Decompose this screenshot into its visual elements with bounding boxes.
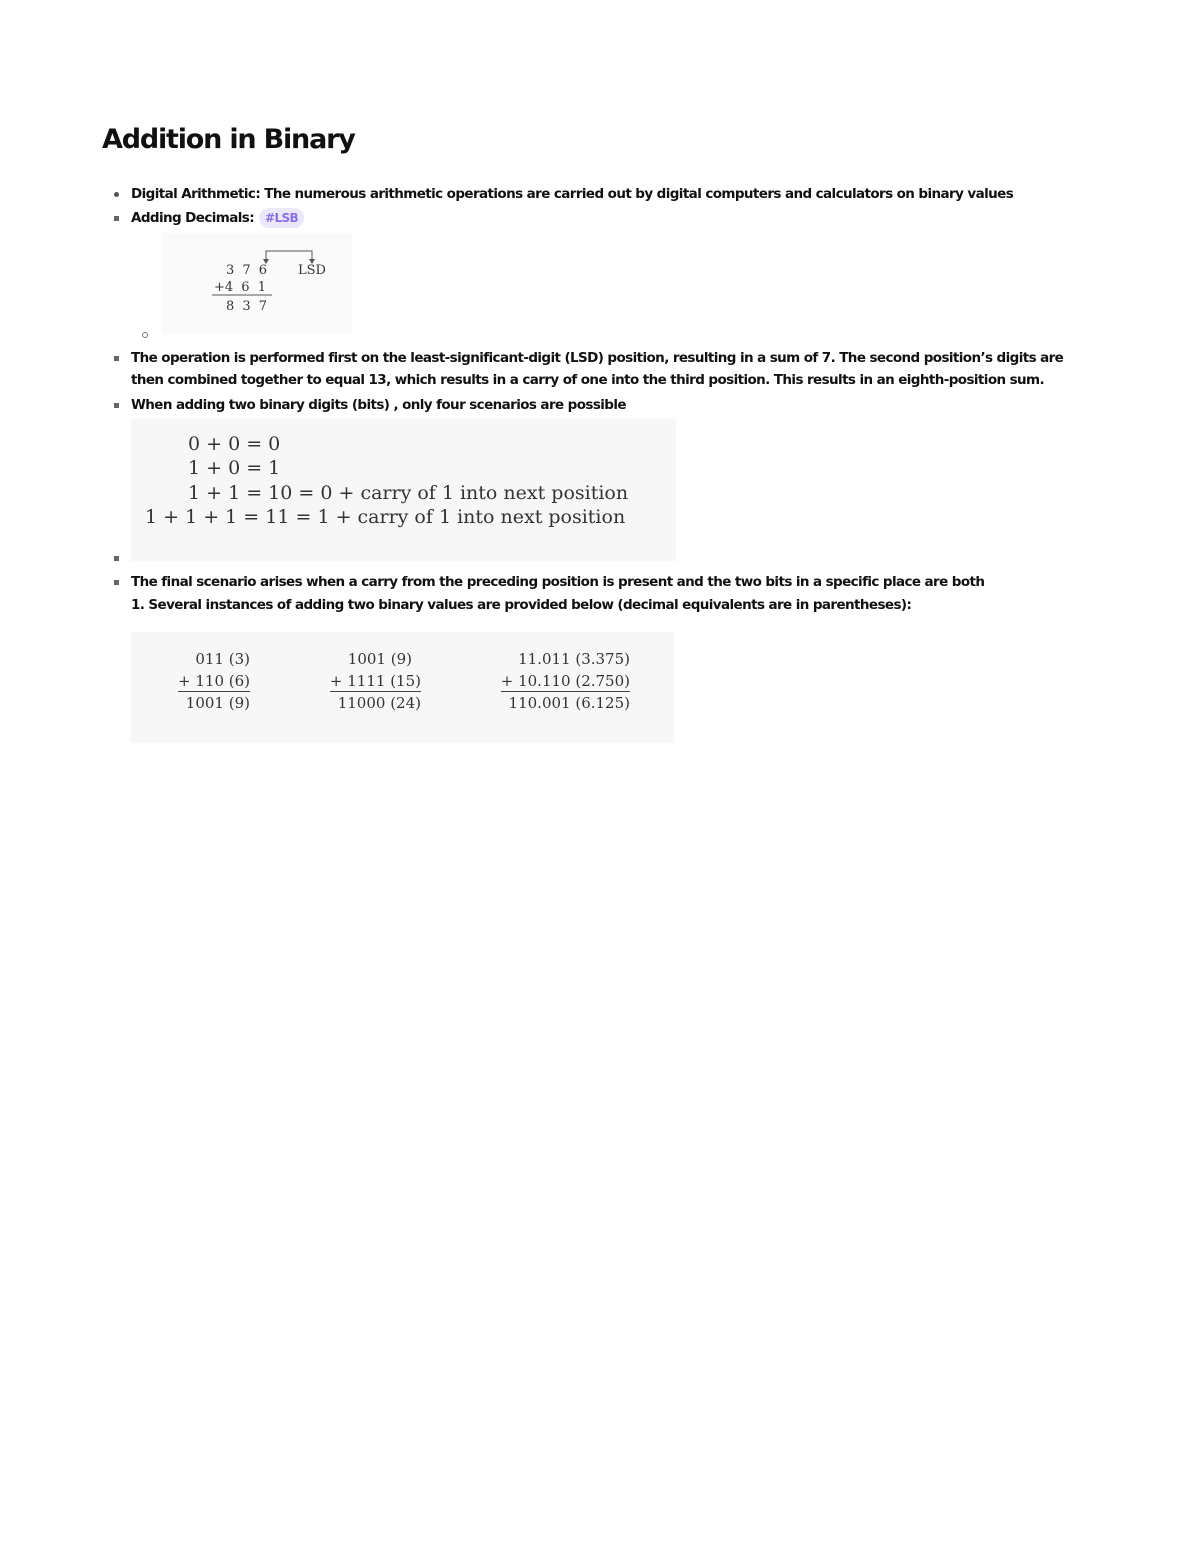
example-2-addend-b: + 1111 (15) — [329, 672, 421, 690]
bullet-dot — [114, 403, 119, 408]
example-1-addend-a: 011 (3) — [195, 650, 250, 668]
decimal-row-2: +4 6 1 — [214, 280, 266, 295]
empty-bullet — [114, 556, 119, 561]
bullet-final-scenario-line-1: The final scenario arises when a carry from the preceding position is present and the two bits in a specific place are both — [131, 574, 985, 590]
lsb-tag[interactable]: #LSB — [259, 208, 304, 228]
bullet-operation-line-2: then combined together to equal 13, which results in a carry of one into the third position. This results in an eighth-position sum. — [131, 372, 1045, 388]
bullet-adding-decimals: Adding Decimals: — [131, 210, 255, 226]
scenario-3: 1 + 1 = 10 = 0 + carry of 1 into next position — [188, 482, 629, 504]
lsd-label: LSD — [298, 263, 326, 278]
bullet-dot — [114, 192, 119, 197]
empty-bullet — [142, 332, 148, 338]
bullet-dot — [114, 580, 119, 585]
binary-scenarios-figure — [131, 419, 676, 561]
bullet-dot — [114, 356, 119, 361]
bullet-dot — [114, 216, 119, 221]
decimal-addition-figure — [162, 233, 352, 333]
example-2-sum: 11000 (24) — [337, 694, 421, 712]
page-title: Addition in Binary — [102, 124, 355, 155]
scenario-4: 1 + 1 + 1 = 11 = 1 + carry of 1 into next position — [145, 506, 626, 528]
example-3-addend-b: + 10.110 (2.750) — [500, 672, 630, 690]
example-1-addend-b: + 110 (6) — [178, 672, 250, 690]
scenario-2: 1 + 0 = 1 — [188, 457, 281, 479]
example-2-addend-a: 1001 (9) — [347, 650, 412, 668]
example-3-addend-a: 11.011 (3.375) — [518, 650, 630, 668]
example-1-sum: 1001 (9) — [185, 694, 250, 712]
bullet-digital-arithmetic: Digital Arithmetic: The numerous arithmetic operations are carried out by digital computers and calculators on binary values — [131, 186, 1014, 202]
example-3-sum: 110.001 (6.125) — [508, 694, 630, 712]
decimal-row-1: 3 7 6 — [226, 263, 268, 278]
binary-examples-figure — [131, 632, 674, 743]
scenario-1: 0 + 0 = 0 — [188, 433, 281, 455]
decimal-row-3: 8 3 7 — [226, 299, 268, 314]
bullet-final-scenario-line-2: 1. Several instances of adding two binary values are provided below (decimal equivalents are in parentheses): — [131, 597, 912, 613]
bullet-two-binary-digits: When adding two binary digits (bits) , only four scenarios are possible — [131, 397, 626, 413]
bullet-operation-line-1: The operation is performed first on the least-significant-digit (LSD) position, resulting in a sum of 7. The second position’s digits are — [131, 350, 1064, 366]
